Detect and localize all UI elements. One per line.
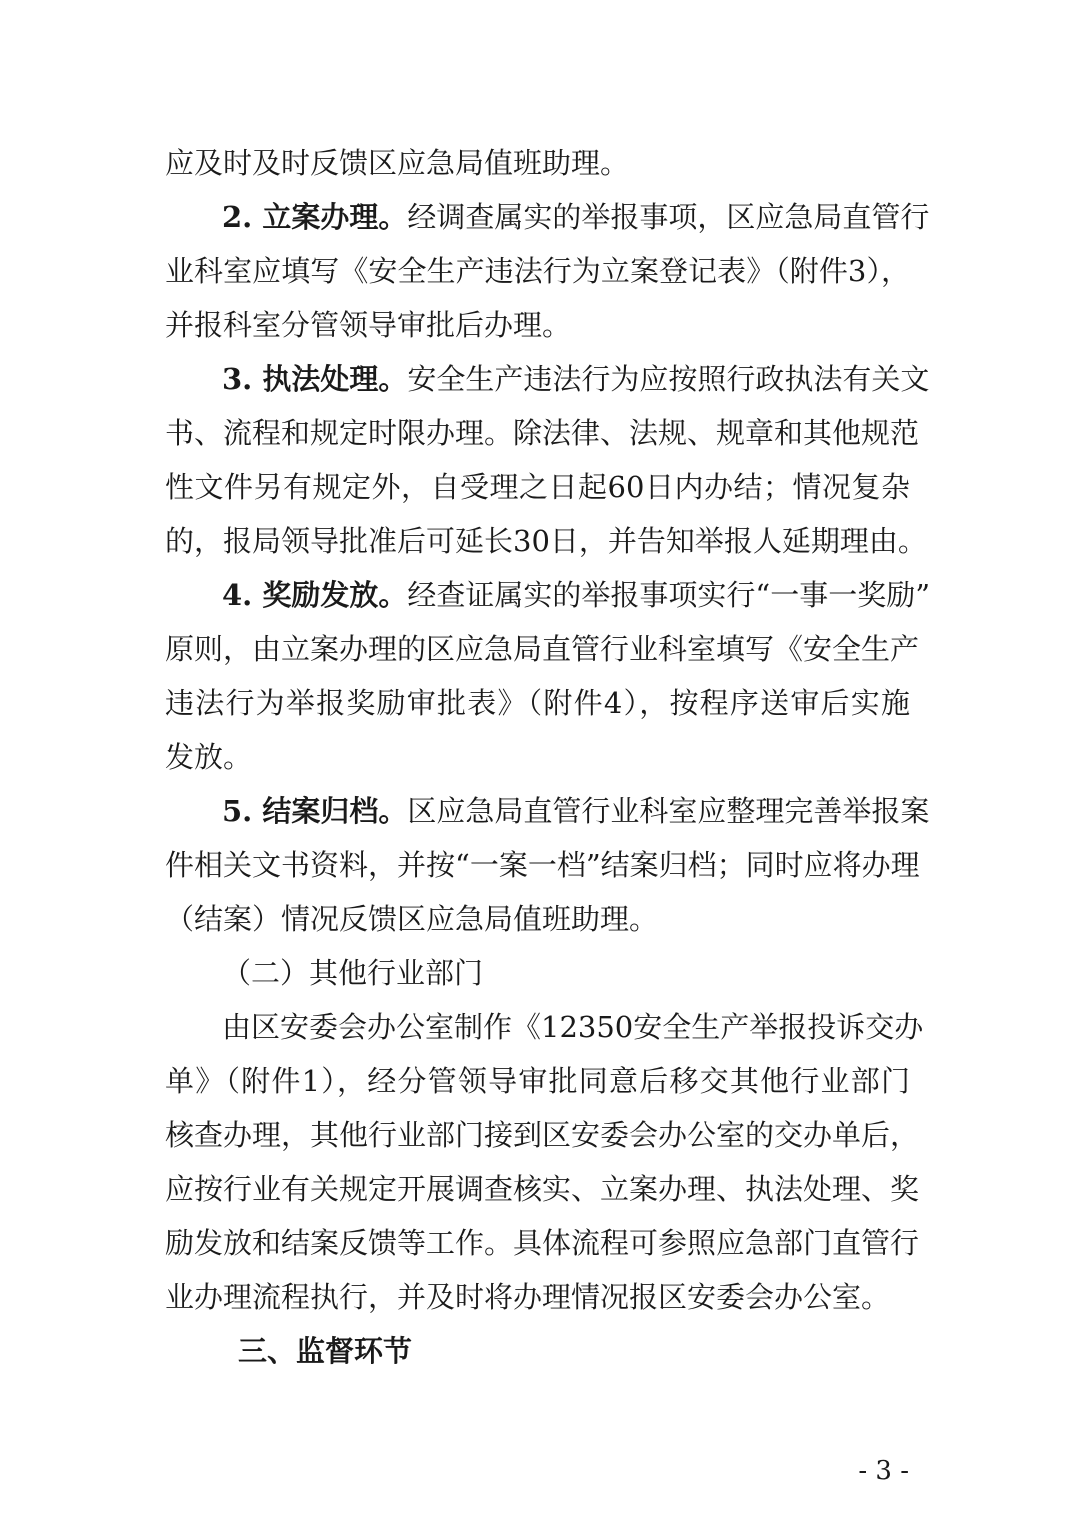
paragraph-line: 件相关文书资料，并按“一案一档”结案归档；同时应将办理 [165, 848, 920, 882]
section-heading: 三、监督环节 [238, 1334, 413, 1368]
paragraph-line: 励发放和结案反馈等工作。具体流程可参照应急部门直管行 [165, 1226, 920, 1260]
page-number: - 3 - [858, 1456, 909, 1486]
paragraph-line: 应按行业有关规定开展调查核实、立案办理、执法处理、奖 [165, 1172, 920, 1206]
paragraph-line: 业科室应填写《安全生产违法行为立案登记表》（附件3）， [165, 254, 910, 288]
paragraph-line: （结案）情况反馈区应急局值班助理。 [165, 902, 659, 936]
item-heading: 4. 奖励发放。 [222, 578, 408, 612]
paragraph-line: 性文件另有规定外，自受理之日起60日内办结；情况复杂 [165, 470, 910, 504]
paragraph-line [222, 359, 930, 399]
paragraph-line: 书、流程和规定时限办理。除法律、法规、规章和其他规范 [165, 416, 920, 450]
paragraph-line: 由区安委会办公室制作《12350安全生产举报投诉交办 [222, 1010, 924, 1044]
paragraph-line: 应及时及时反馈区应急局值班助理。 [165, 146, 630, 180]
paragraph-line: 并报科室分管领导审批后办理。 [165, 308, 572, 342]
paragraph-line [222, 575, 931, 615]
item-text: 经查证属实的举报事项实行“一事一奖励” [407, 578, 931, 612]
item-text: 经调查属实的举报事项，区应急局直管行 [407, 200, 930, 234]
paragraph-line: 违法行为举报奖励审批表》（附件4），按程序送审后实施 [165, 686, 910, 720]
item-text: 区应急局直管行业科室应整理完善举报案 [407, 794, 930, 828]
section-subheading: （二）其他行业部门 [222, 956, 484, 990]
paragraph-line: 原则，由立案办理的区应急局直管行业科室填写《安全生产 [165, 632, 920, 666]
paragraph-line: 的，报局领导批准后可延长30日，并告知举报人延期理由。 [165, 524, 927, 558]
paragraph-line: 单》（附件1），经分管领导审批同意后移交其他行业部门 [165, 1064, 910, 1098]
item-text: 安全生产违法行为应按照行政执法有关文 [407, 362, 930, 396]
item-heading: 3. 执法处理。 [222, 362, 408, 396]
paragraph-line: 发放。 [165, 740, 253, 774]
item-heading: 5. 结案归档。 [222, 794, 408, 828]
paragraph-line [222, 791, 930, 831]
paragraph-line [222, 197, 930, 237]
paragraph-line: 业办理流程执行，并及时将办理情况报区安委会办公室。 [165, 1280, 891, 1314]
paragraph-line: 核查办理，其他行业部门接到区安委会办公室的交办单后， [165, 1118, 920, 1152]
item-heading: 2. 立案办理。 [222, 200, 408, 234]
